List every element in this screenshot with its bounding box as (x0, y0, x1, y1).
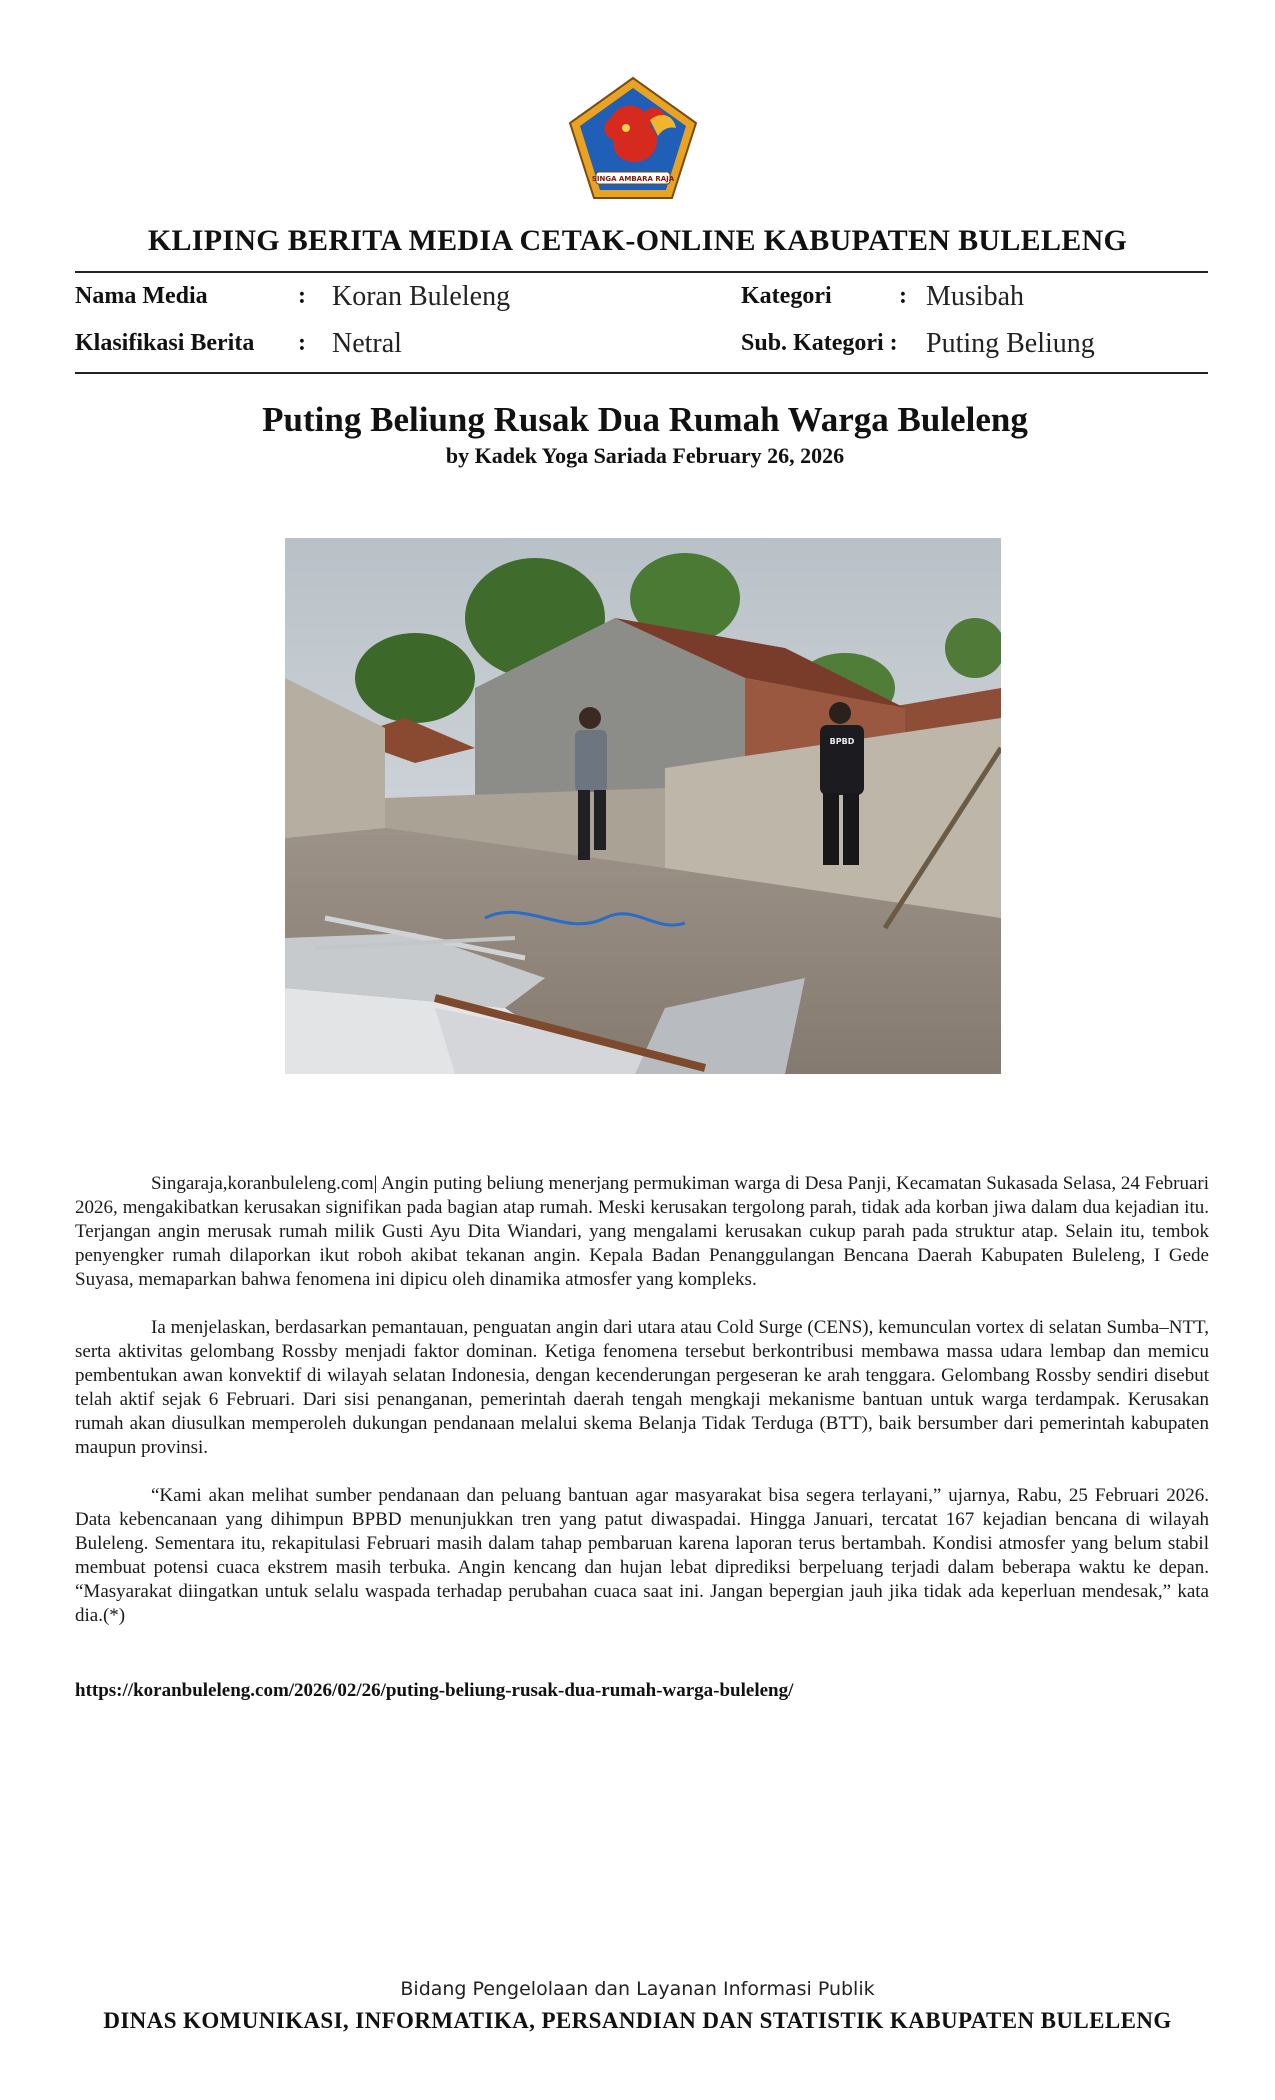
top-rule (75, 271, 1208, 273)
kategori-value: Musibah (926, 281, 1024, 312)
bpbd-vest-text: BPBD (829, 737, 855, 746)
article-body (75, 1172, 1209, 1652)
footer-division: Bidang Pengelolaan dan Layanan Informasi Publik (400, 1978, 875, 2000)
kategori-label: Kategori (741, 283, 832, 309)
article-photo (285, 538, 1001, 1074)
media-value: Koran Buleleng (332, 281, 511, 312)
media-label: Nama Media (75, 283, 208, 309)
kabupaten-logo (566, 76, 700, 200)
klasifikasi-value: Netral (332, 328, 402, 359)
kategori-colon: : (899, 283, 907, 309)
bottom-rule (75, 372, 1208, 374)
footer-agency: DINAS KOMUNIKASI, INFORMATIKA, PERSANDIAN DAN STATISTIK KABUPATEN BULELENG (103, 2008, 1172, 2033)
article-url: https://koranbuleleng.com/2026/02/26/puting-beliung-rusak-dua-rumah-warga-buleleng/ (75, 1680, 794, 1701)
klasifikasi-colon: : (298, 330, 306, 356)
logo-motto-text: SINGA AMBARA RAJA (591, 175, 675, 183)
article-byline: by Kadek Yoga Sariada February 26, 2026 (445, 443, 845, 468)
article-headline: Puting Beliung Rusak Dua Rumah Warga Buleleng (262, 400, 1028, 439)
article-paragraph: “Kami akan melihat sumber pendanaan dan peluang bantuan agar masyarakat bisa segera terlayani,” ujarnya, Rabu, 25 Februari 2026. Data kebencanaan yang dihimpun BPBD menunjukkan tren yang patut diwaspadai. Hingga Januari, tercatat 167 kejadian bencana di wilayah Buleleng. Sementara itu, rekapitulasi Februari masih dalam tahap pembaruan karena laporan terus bertambah. Kondisi atmosfer yang belum stabil membuat potensi cuaca ekstrem masih terbuka. Angin kencang dan hujan lebat diprediksi berpeluang terjadi dalam beberapa waktu ke depan. “Masyarakat diingatkan untuk selalu waspada terhadap perubahan cuaca saat ini. Jangan bepergian jauh jika tidak ada keperluan mendesak,” kata dia.(*) (75, 1485, 1209, 1626)
article-paragraph: Ia menjelaskan, berdasarkan pemantauan, penguatan angin dari utara atau Cold Surge (CENS), kemunculan vortex di selatan Sumba–NTT, serta aktivitas gelombang Rossby menjadi faktor dominan. Ketiga fenomena tersebut berkontribusi membawa massa udara lembap dan memicu pembentukan awan konvektif di wilayah selatan Indonesia, dengan kecenderungan pergeseran ke arah tenggara. Gelombang Rossby sendiri disebut telah aktif sejak 6 Februari. Dari sisi penanganan, pemerintah daerah tengah mengkaji mekanisme bantuan untuk warga terdampak. Kerusakan rumah akan diusulkan memperoleh dukungan pendanaan melalui skema Belanja Tidak Terduga (BTT), baik bersumber dari pemerintah kabupaten maupun provinsi. (75, 1317, 1209, 1458)
article-paragraph: Singaraja,koranbuleleng.com| Angin puting beliung menerjang permukiman warga di Desa Panji, Kecamatan Sukasada Selasa, 24 Februari 2026, mengakibatkan kerusakan signifikan pada bagian atap rumah. Meski kerusakan tergolong parah, tidak ada korban jiwa dalam dua kejadian itu. Terjangan angin merusak rumah milik Gusti Ayu Dita Wiandari, yang mengalami kerusakan cukup parah pada struktur atap. Selain itu, tembok penyengker rumah dilaporkan ikut roboh akibat tekanan angin. Kepala Badan Penanggulangan Bencana Daerah Kabupaten Buleleng, I Gede Suyasa, memaparkan bahwa fenomena ini dipicu oleh dinamika atmosfer yang kompleks. (75, 1173, 1209, 1290)
klasifikasi-label: Klasifikasi Berita (75, 330, 255, 356)
media-colon: : (298, 283, 306, 309)
subkategori-value: Puting Beliung (926, 328, 1095, 359)
document-title: KLIPING BERITA MEDIA CETAK-ONLINE KABUPATEN BULELENG (147, 224, 1128, 257)
subkategori-label: Sub. Kategori : (741, 330, 898, 356)
